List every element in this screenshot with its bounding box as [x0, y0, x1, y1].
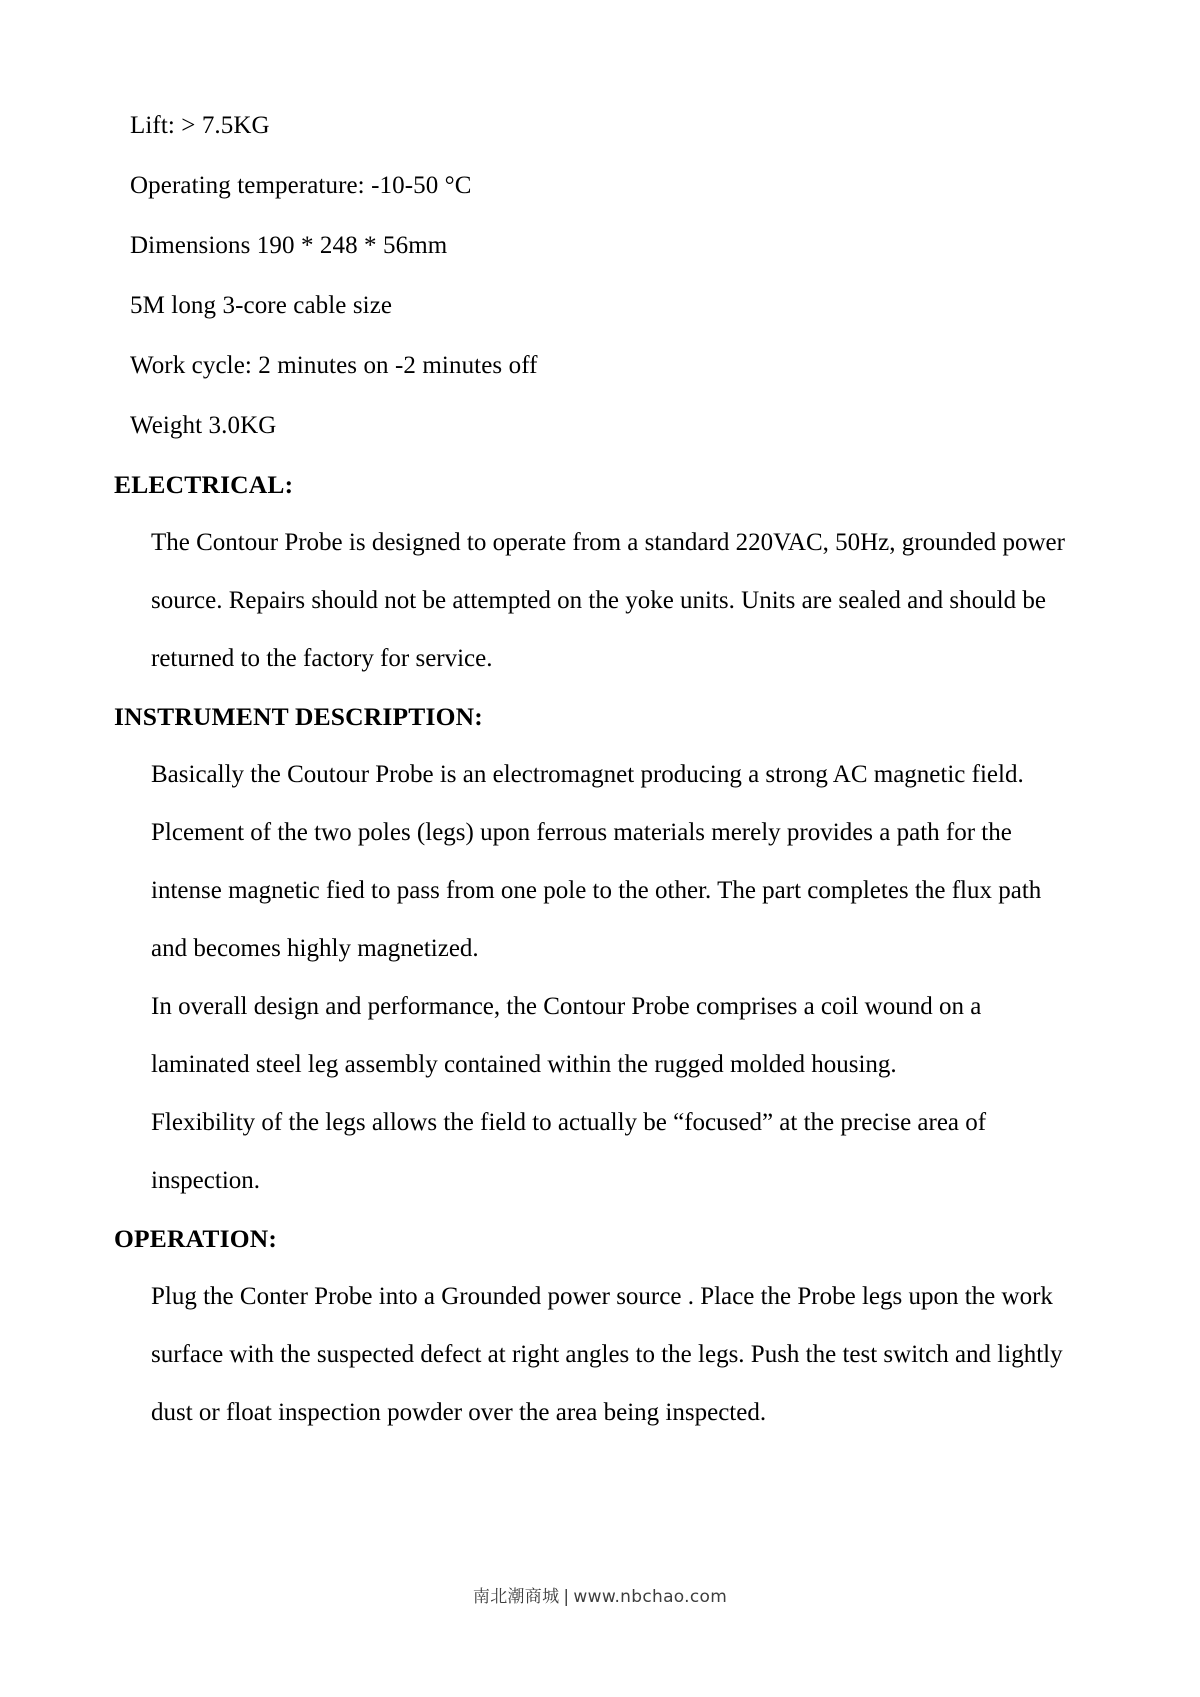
spec-line-weight: Weight 3.0KG: [130, 412, 277, 439]
section-heading-electrical: ELECTRICAL:: [114, 470, 294, 499]
footer-site-name: 南北潮商城: [472, 1587, 560, 1607]
spec-line-operating-temperature: Operating temperature: -10-50 °C: [130, 172, 472, 199]
spec-line-lift: Lift: > 7.5KG: [130, 112, 270, 139]
footer-url: www.nbchao.com: [573, 1587, 728, 1607]
paragraph-instrument-description-3: Flexibility of the legs allows the field to actually be “focused” at the precise area of inspection.: [151, 1109, 987, 1194]
footer-separator: |: [563, 1587, 570, 1607]
spec-line-cable-size: 5M long 3-core cable size: [130, 292, 393, 319]
section-heading-operation: OPERATION:: [114, 1224, 278, 1253]
paragraph-instrument-description-1: Basically the Coutour Probe is an electromagnet producing a strong AC magnetic field. Plcement of the two poles (legs) upon ferrous materials merely provides a path for the intense magnetic fied to pass from one pole to the other. The part completes the flux path and becomes highly magnetized.: [151, 761, 1042, 962]
page-footer: [0, 1582, 1200, 1607]
spec-line-work-cycle: Work cycle: 2 minutes on -2 minutes off: [130, 352, 538, 379]
paragraph-operation-1: Plug the Conter Probe into a Grounded power source . Place the Probe legs upon the work surface with the suspected defect at right angles to the legs. Push the test switch and lightly dust or float inspection powder over the area being inspected.: [151, 1283, 1063, 1426]
document-body: [114, 96, 1074, 1442]
paragraph-instrument-description-2: In overall design and performance, the Contour Probe comprises a coil wound on a laminated steel leg assembly contained within the rugged molded housing.: [151, 993, 982, 1078]
section-heading-instrument-description: INSTRUMENT DESCRIPTION:: [114, 702, 483, 731]
spec-line-dimensions: Dimensions 190 * 248 * 56mm: [130, 232, 448, 259]
paragraph-electrical-1: The Contour Probe is designed to operate from a standard 220VAC, 50Hz, grounded power source. Repairs should not be attempted on the yoke units. Units are sealed and should be returned to the factory for service.: [151, 529, 1065, 672]
